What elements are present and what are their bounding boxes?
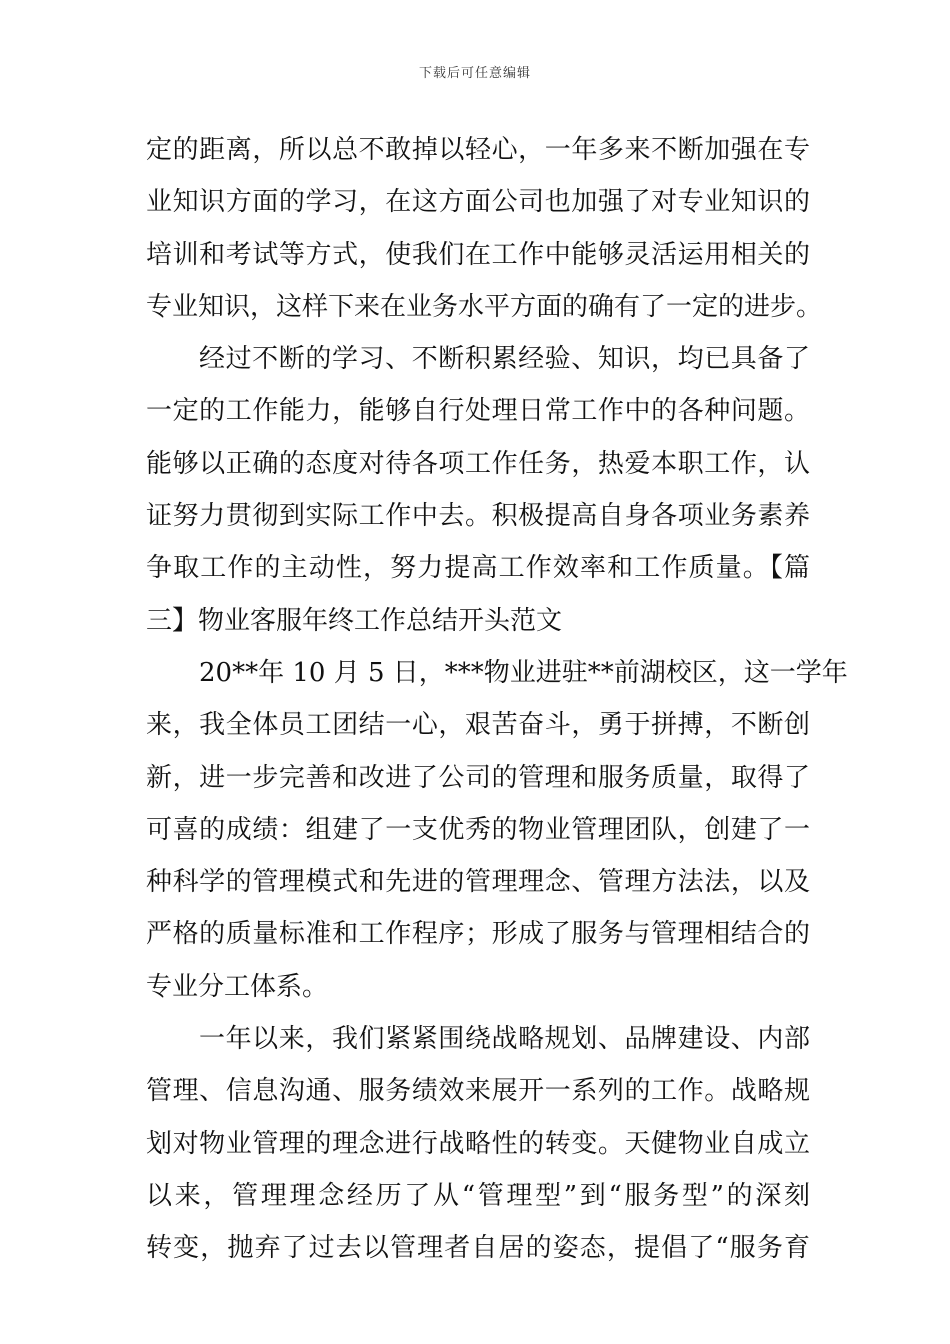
text-line: 划对物业管理的理念进行战略性的转变。天健物业自成立 xyxy=(146,1128,810,1159)
text-line: 来，我全体员工团结一心，艰苦奋斗，勇于拼搏，不断创 xyxy=(146,710,810,741)
text-line: 经过不断的学习、不断积累经验、知识，均已具备了 xyxy=(199,344,810,375)
document-body xyxy=(146,124,848,1275)
text-line: 专业知识，这样下来在业务水平方面的确有了一定的进步。 xyxy=(146,291,823,322)
text-line: 20**年 10 月 5 日，***物业进驻**前湖校区，这一学年 xyxy=(199,657,848,688)
text-line: 培训和考试等方式，使我们在工作中能够灵活运用相关的 xyxy=(146,239,810,270)
text-line: 专业分工体系。 xyxy=(146,971,329,1002)
text-line: 管理、信息沟通、服务绩效来展开一系列的工作。战略规 xyxy=(146,1076,810,1107)
text-line: 业知识方面的学习，在这方面公司也加强了对专业知识的 xyxy=(146,187,810,218)
text-line: 争取工作的主动性，努力提高工作效率和工作质量。【篇 xyxy=(146,553,810,584)
text-line: 能够以正确的态度对待各项工作任务，热爱本职工作，认 xyxy=(146,448,810,479)
text-line: 一年以来，我们紧紧围绕战略规划、品牌建设、内部 xyxy=(199,1024,810,1055)
text-line: 三】物业客服年终工作总结开头范文 xyxy=(146,605,563,636)
text-line: 种科学的管理模式和先进的管理理念、管理方法法，以及 xyxy=(146,867,810,898)
page-header: 下载后可任意编辑 xyxy=(418,66,531,81)
text-line: 以来，管理理念经历了从“管理型”到“服务型”的深刻 xyxy=(146,1180,810,1211)
text-line: 证努力贯彻到实际工作中去。积极提高自身各项业务素养 xyxy=(146,501,810,532)
text-line: 一定的工作能力，能够自行处理日常工作中的各种问题。 xyxy=(146,396,810,427)
text-line: 新，进一步完善和改进了公司的管理和服务质量，取得了 xyxy=(146,762,810,793)
text-line: 严格的质量标准和工作程序；形成了服务与管理相结合的 xyxy=(146,919,810,950)
text-line: 可喜的成绩：组建了一支优秀的物业管理团队，创建了一 xyxy=(146,814,810,845)
text-line: 定的距离，所以总不敢掉以轻心，一年多来不断加强在专 xyxy=(146,135,810,165)
text-line: 转变，抛弃了过去以管理者自居的姿态，提倡了“服务育 xyxy=(146,1233,810,1264)
